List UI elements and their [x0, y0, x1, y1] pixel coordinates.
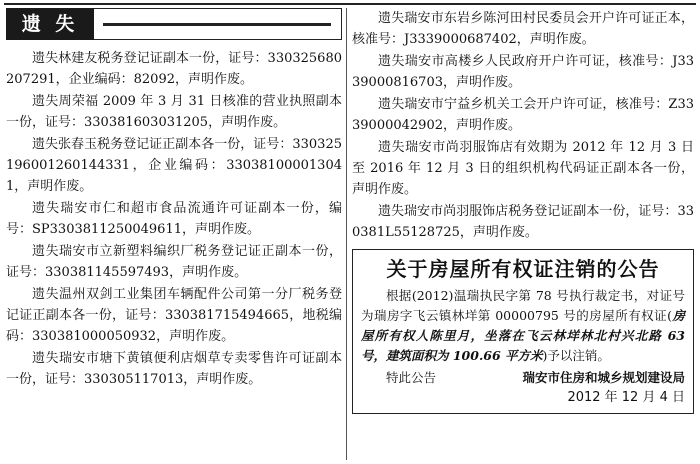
body-suffix: )予以注销。 [542, 348, 610, 363]
announcement-title: 关于房屋所有权证注销的公告 [386, 257, 660, 281]
notice-item: 遗失张春玉税务登记证正副本各一份，证号：330325196001260144331，企业编码：330381000013041，声明作废。 [6, 137, 342, 194]
notice-item: 遗失瑞安市高楼乡人民政府开户许可证，核准号：J3339000816703，声明作废。 [352, 54, 694, 90]
top-rule [4, 3, 696, 5]
body-prefix: 根据(2012)温瑞执民字第 78 号执行裁定书，对证号为瑞房字飞云镇林垟第 00000795 号的房屋所有权证( [361, 288, 685, 323]
section-header [6, 8, 342, 40]
notice-item: 遗失周荣福 2009 年 3 月 31 日核准的营业执照副本一份，证号：330381603031205，声明作废。 [6, 94, 342, 130]
header-decoration [103, 23, 331, 26]
footer-label: 特此公告 [386, 370, 437, 385]
column-divider [346, 8, 347, 460]
notice-item: 遗失瑞安市东岩乡陈河田村民委员会开户许可证正本，核准号：J3339000687402，声明作废。 [352, 11, 694, 47]
announcement-body [361, 286, 685, 366]
notice-item: 遗失温州双剑工业集团车辆配件公司第一分厂税务登记证正副本各一份，证号：330381715494665，地税编码：330381000050932，声明作废。 [6, 287, 342, 344]
notice-item: 遗失瑞安市仁和超市食品流通许可证副本一份，编号：SP3303811250049611，声明作废。 [6, 201, 342, 237]
notice-item: 遗失瑞安市立新塑料编织厂税务登记证正副本一份，证号：330381145597493，声明作废。 [6, 244, 342, 280]
right-column [352, 8, 694, 414]
issuing-org: 瑞安市住房和城乡规划建设局 [522, 370, 685, 385]
announcement-box [352, 249, 694, 414]
notice-item: 遗失林建友税务登记证副本一份，证号：330325680207291，企业编码：82092，声明作废。 [6, 51, 342, 87]
notice-item: 遗失瑞安市尚羽服饰店有效期为 2012 年 12 月 3 日至 2016 年 12 月 3 日的组织机构代码证正副本各一份，声明作废。 [352, 140, 694, 197]
notice-item: 遗失瑞安市宁益乡机关工会开户许可证，核准号：Z3339000042902，声明作废。 [352, 97, 694, 133]
section-title: 遗 失 [6, 8, 94, 40]
announcement-footer [361, 368, 685, 388]
property-details: 房屋所有权人陈里月，坐落在飞云林垟林北村兴北路 63 号，建筑面积为 100.66 平方米 [361, 308, 685, 363]
left-column [6, 8, 342, 391]
notice-item: 遗失瑞安市塘下黄镇便利店烟草专卖零售许可证副本一份，证号：330305117013，声明作废。 [6, 351, 342, 387]
notice-item: 遗失瑞安市尚羽服饰店税务登记证副本一份，证号：330381L55128725，声明作废。 [352, 204, 694, 240]
announcement-date: 2012 年 12 月 4 日 [567, 390, 685, 405]
